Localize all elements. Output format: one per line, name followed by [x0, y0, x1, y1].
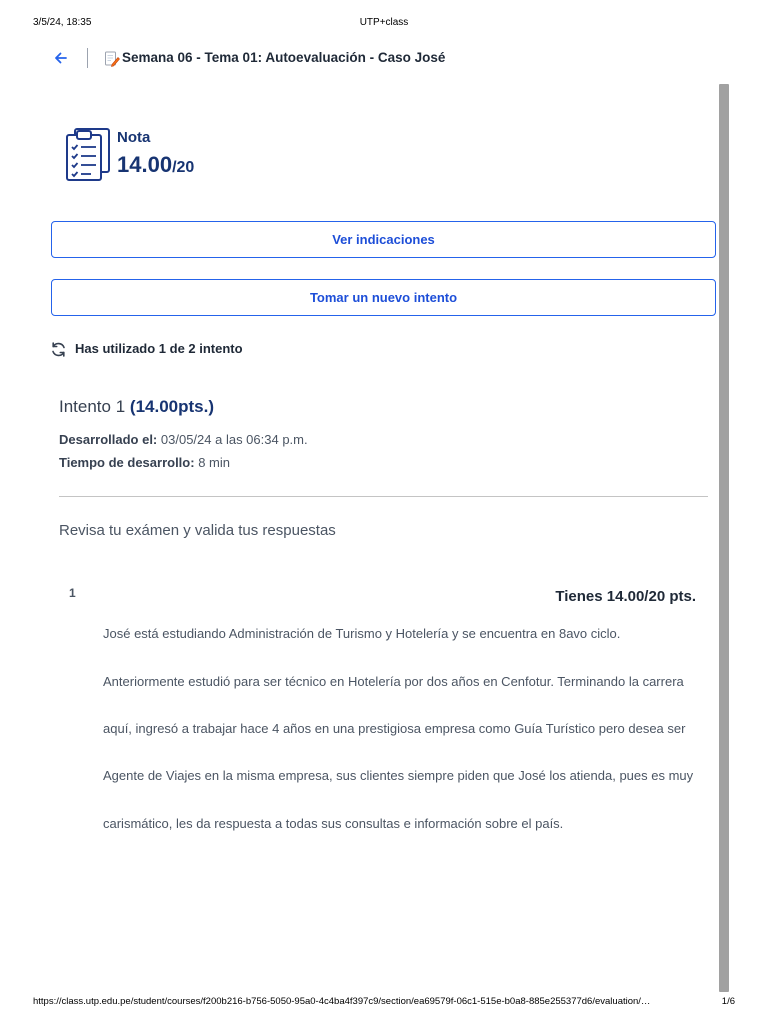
review-instructions: Revisa tu exámen y valida tus respuestas [59, 522, 336, 539]
attempt-points: (14.00pts.) [129, 397, 214, 416]
question-number: 1 [69, 586, 76, 600]
question-text-line: Anteriormente estudió para ser técnico en Hotelería por dos años en Cenfotur. Terminando la carrera [103, 674, 684, 689]
time-label: Tiempo de desarrollo: [59, 455, 195, 470]
print-footer [0, 996, 768, 1010]
time-value: 8 min [198, 455, 230, 470]
attempt-title-label: Intento 1 [59, 397, 126, 416]
attempts-text: Has utilizado 1 de 2 intento [75, 341, 243, 356]
grade-value [117, 152, 194, 178]
question-text-line: carismático, les da respuesta a todas sus consultas e información sobre el país. [103, 816, 564, 831]
print-date: 3/5/24, 18:35 [33, 17, 92, 28]
developed-label: Desarrollado el: [59, 432, 158, 447]
refresh-icon [50, 341, 67, 358]
attempt-time [59, 455, 230, 470]
page-title: Semana 06 - Tema 01: Autoevaluación - Caso José [122, 50, 446, 65]
top-bar [33, 46, 733, 72]
question-text-line: Agente de Viajes en la misma empresa, sus clientes siempre piden que José los atienda, pues es muy [103, 768, 694, 783]
print-page-number: 1/6 [721, 996, 735, 1007]
grade-denominator: /20 [172, 159, 195, 176]
new-attempt-button[interactable]: Tomar un nuevo intento [51, 279, 716, 316]
back-button[interactable] [51, 48, 71, 68]
question-text-line: José está estudiando Administración de Turismo y Hotelería y se encuentra en 8avo ciclo. [103, 626, 621, 641]
print-url: https://class.utp.edu.pe/student/courses/f200b216-b756-5050-95a0-4c4ba4f397c9/section/ea69579f-06c1-515e-b0a8-885e255377d6/evaluation/… [33, 996, 651, 1007]
grade-score: 14.00 [117, 152, 173, 177]
header-divider [87, 48, 88, 68]
question-score: Tienes 14.00/20 pts. [555, 588, 696, 605]
developed-value: 03/05/24 a las 06:34 p.m. [160, 432, 308, 447]
view-instructions-button[interactable]: Ver indicaciones [51, 221, 716, 258]
section-divider [59, 496, 708, 497]
question-text-line: aquí, ingresó a trabajar hace 4 años en una prestigiosa empresa como Guía Turístico pero desea ser [103, 721, 686, 736]
grade-label: Nota [117, 129, 151, 146]
clipboard-checklist-icon [63, 126, 113, 182]
attempt-title [59, 397, 214, 417]
attempt-developed [59, 432, 308, 447]
print-header [0, 17, 768, 31]
attempts-info [50, 340, 350, 358]
document-edit-icon [104, 51, 120, 67]
print-title: UTP+class [359, 17, 409, 28]
arrow-left-icon [51, 48, 71, 68]
scrollbar[interactable] [719, 84, 729, 992]
